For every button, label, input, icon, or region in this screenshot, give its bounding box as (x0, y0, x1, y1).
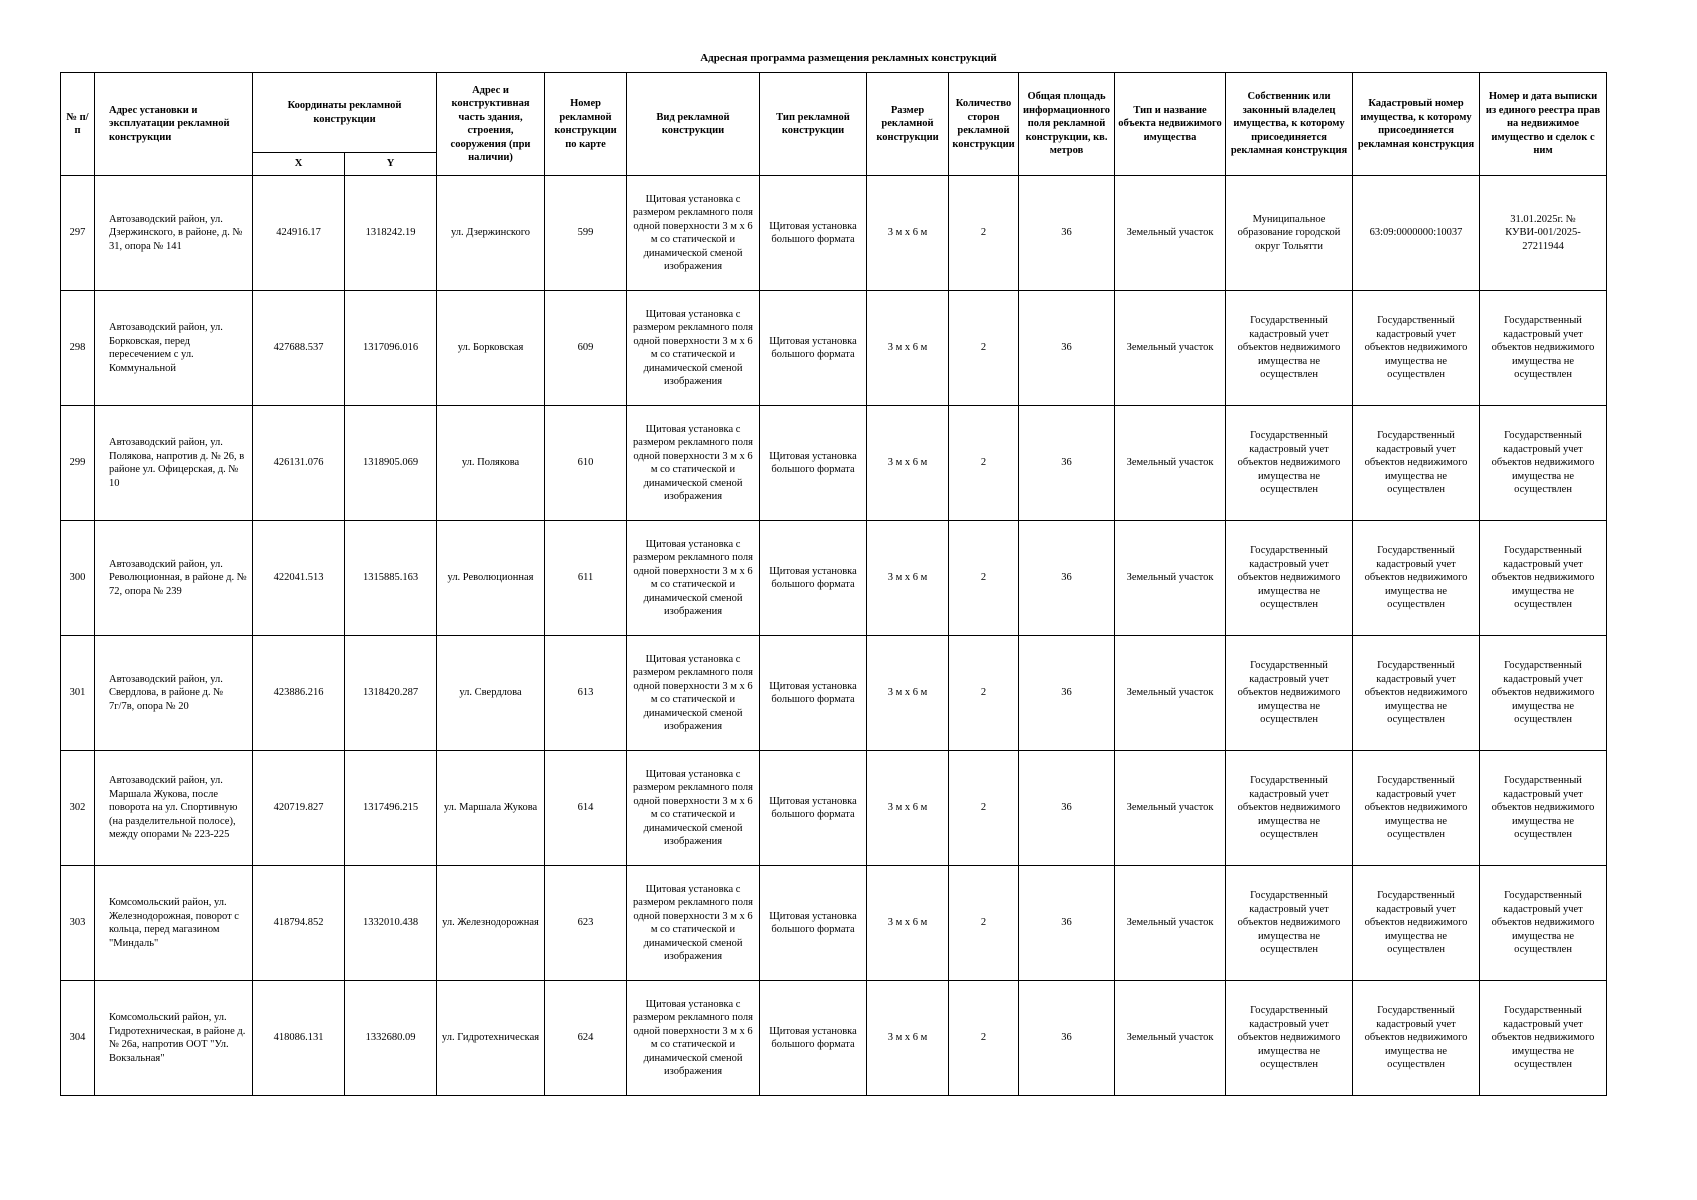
cell-cadastral: 63:09:0000000:10037 (1353, 176, 1480, 291)
cell-num: 302 (61, 751, 95, 866)
header-registry: Номер и дата выписки из единого реестра прав на недвижимое имущество и сделок с ним (1480, 73, 1607, 176)
cell-address: Автозаводский район, ул. Дзержинского, в районе, д. № 31, опора № 141 (95, 176, 253, 291)
cell-size: 3 м х 6 м (867, 981, 949, 1096)
cell-area: 36 (1019, 406, 1115, 521)
cell-map-number: 610 (545, 406, 627, 521)
cell-cadastral: Государственный кадастровый учет объектов недвижимого имущества не осуществлен (1353, 981, 1480, 1096)
cell-num: 304 (61, 981, 95, 1096)
cell-cadastral: Государственный кадастровый учет объектов недвижимого имущества не осуществлен (1353, 866, 1480, 981)
cell-registry: Государственный кадастровый учет объектов недвижимого имущества не осуществлен (1480, 981, 1607, 1096)
advertising-structures-table (60, 72, 1607, 1096)
cell-registry: 31.01.2025г. № КУВИ-001/2025-27211944 (1480, 176, 1607, 291)
cell-kind: Щитовая установка с размером рекламного поля одной поверхности 3 м х 6 м со статической и динамической сменой изображения (627, 406, 760, 521)
cell-area: 36 (1019, 751, 1115, 866)
cell-cadastral: Государственный кадастровый учет объектов недвижимого имущества не осуществлен (1353, 636, 1480, 751)
table-row (61, 751, 1607, 866)
cell-registry: Государственный кадастровый учет объектов недвижимого имущества не осуществлен (1480, 636, 1607, 751)
cell-x: 418086.131 (253, 981, 345, 1096)
cell-registry: Государственный кадастровый учет объектов недвижимого имущества не осуществлен (1480, 291, 1607, 406)
cell-size: 3 м х 6 м (867, 406, 949, 521)
cell-y: 1315885.163 (345, 521, 437, 636)
cell-kind: Щитовая установка с размером рекламного поля одной поверхности 3 м х 6 м со статической и динамической сменой изображения (627, 521, 760, 636)
cell-sides: 2 (949, 291, 1019, 406)
cell-owner: Государственный кадастровый учет объектов недвижимого имущества не осуществлен (1226, 981, 1353, 1096)
header-x: X (253, 153, 345, 176)
cell-type: Щитовая установка большого формата (760, 636, 867, 751)
header-cadastral: Кадастровый номер имущества, к которому присоединяется рекламная конструкция (1353, 73, 1480, 176)
cell-kind: Щитовая установка с размером рекламного поля одной поверхности 3 м х 6 м со статической и динамической сменой изображения (627, 866, 760, 981)
cell-building: ул. Маршала Жукова (437, 751, 545, 866)
cell-type: Щитовая установка большого формата (760, 406, 867, 521)
header-size: Размер рекламной конструкции (867, 73, 949, 176)
cell-area: 36 (1019, 636, 1115, 751)
header-kind: Вид рекламной конструкции (627, 73, 760, 176)
cell-y: 1332010.438 (345, 866, 437, 981)
cell-type: Щитовая установка большого формата (760, 981, 867, 1096)
cell-size: 3 м х 6 м (867, 866, 949, 981)
cell-sides: 2 (949, 866, 1019, 981)
cell-kind: Щитовая установка с размером рекламного поля одной поверхности 3 м х 6 м со статической и динамической сменой изображения (627, 636, 760, 751)
cell-property-type: Земельный участок (1115, 406, 1226, 521)
cell-cadastral: Государственный кадастровый учет объектов недвижимого имущества не осуществлен (1353, 406, 1480, 521)
cell-kind: Щитовая установка с размером рекламного поля одной поверхности 3 м х 6 м со статической и динамической сменой изображения (627, 751, 760, 866)
table-body (61, 176, 1607, 1096)
cell-property-type: Земельный участок (1115, 176, 1226, 291)
cell-address: Автозаводский район, ул. Маршала Жукова, после поворота на ул. Спортивную (на разделительной полосе), между опорами № 223-225 (95, 751, 253, 866)
cell-map-number: 599 (545, 176, 627, 291)
table-row (61, 176, 1607, 291)
cell-area: 36 (1019, 521, 1115, 636)
cell-address: Автозаводский район, ул. Революционная, в районе д. № 72, опора № 239 (95, 521, 253, 636)
cell-num: 297 (61, 176, 95, 291)
cell-type: Щитовая установка большого формата (760, 521, 867, 636)
cell-x: 427688.537 (253, 291, 345, 406)
header-map-number: Номер рекламной конструкции по карте (545, 73, 627, 176)
cell-num: 301 (61, 636, 95, 751)
cell-num: 300 (61, 521, 95, 636)
cell-owner: Государственный кадастровый учет объектов недвижимого имущества не осуществлен (1226, 866, 1353, 981)
header-owner: Собственник или законный владелец имущества, к которому присоединяется рекламная конструкция (1226, 73, 1353, 176)
cell-building: ул. Свердлова (437, 636, 545, 751)
cell-size: 3 м х 6 м (867, 751, 949, 866)
cell-address: Автозаводский район, ул. Полякова, напротив д. № 26, в районе ул. Офицерская, д. № 10 (95, 406, 253, 521)
cell-area: 36 (1019, 176, 1115, 291)
cell-sides: 2 (949, 176, 1019, 291)
cell-owner: Государственный кадастровый учет объектов недвижимого имущества не осуществлен (1226, 636, 1353, 751)
cell-type: Щитовая установка большого формата (760, 291, 867, 406)
table-row (61, 406, 1607, 521)
cell-address: Комсомольский район, ул. Железнодорожная, поворот с кольца, перед магазином "Миндаль" (95, 866, 253, 981)
cell-x: 426131.076 (253, 406, 345, 521)
cell-x: 418794.852 (253, 866, 345, 981)
cell-type: Щитовая установка большого формата (760, 751, 867, 866)
cell-owner: Государственный кадастровый учет объектов недвижимого имущества не осуществлен (1226, 291, 1353, 406)
cell-y: 1318420.287 (345, 636, 437, 751)
cell-x: 424916.17 (253, 176, 345, 291)
cell-kind: Щитовая установка с размером рекламного поля одной поверхности 3 м х 6 м со статической и динамической сменой изображения (627, 176, 760, 291)
header-type: Тип рекламной конструкции (760, 73, 867, 176)
cell-sides: 2 (949, 751, 1019, 866)
cell-building: ул. Полякова (437, 406, 545, 521)
header-y: Y (345, 153, 437, 176)
cell-kind: Щитовая установка с размером рекламного поля одной поверхности 3 м х 6 м со статической и динамической сменой изображения (627, 291, 760, 406)
cell-owner: Государственный кадастровый учет объектов недвижимого имущества не осуществлен (1226, 751, 1353, 866)
cell-area: 36 (1019, 981, 1115, 1096)
cell-y: 1318242.19 (345, 176, 437, 291)
cell-property-type: Земельный участок (1115, 981, 1226, 1096)
cell-map-number: 623 (545, 866, 627, 981)
header-address: Адрес установки и эксплуатации рекламной конструкции (95, 73, 253, 176)
cell-x: 422041.513 (253, 521, 345, 636)
cell-num: 303 (61, 866, 95, 981)
cell-size: 3 м х 6 м (867, 521, 949, 636)
cell-building: ул. Дзержинского (437, 176, 545, 291)
cell-type: Щитовая установка большого формата (760, 866, 867, 981)
cell-property-type: Земельный участок (1115, 751, 1226, 866)
cell-registry: Государственный кадастровый учет объектов недвижимого имущества не осуществлен (1480, 406, 1607, 521)
cell-cadastral: Государственный кадастровый учет объектов недвижимого имущества не осуществлен (1353, 291, 1480, 406)
cell-address: Автозаводский район, ул. Свердлова, в районе д. № 7г/7в, опора № 20 (95, 636, 253, 751)
table-row (61, 636, 1607, 751)
table-header (61, 73, 1607, 176)
cell-area: 36 (1019, 291, 1115, 406)
cell-building: ул. Железнодорожная (437, 866, 545, 981)
cell-sides: 2 (949, 636, 1019, 751)
cell-map-number: 611 (545, 521, 627, 636)
cell-map-number: 624 (545, 981, 627, 1096)
cell-sides: 2 (949, 406, 1019, 521)
cell-y: 1318905.069 (345, 406, 437, 521)
cell-kind: Щитовая установка с размером рекламного поля одной поверхности 3 м х 6 м со статической и динамической сменой изображения (627, 981, 760, 1096)
cell-cadastral: Государственный кадастровый учет объектов недвижимого имущества не осуществлен (1353, 521, 1480, 636)
cell-property-type: Земельный участок (1115, 866, 1226, 981)
cell-y: 1317096.016 (345, 291, 437, 406)
cell-num: 299 (61, 406, 95, 521)
table-row (61, 291, 1607, 406)
cell-registry: Государственный кадастровый учет объектов недвижимого имущества не осуществлен (1480, 751, 1607, 866)
cell-owner: Государственный кадастровый учет объектов недвижимого имущества не осуществлен (1226, 406, 1353, 521)
table-row (61, 521, 1607, 636)
cell-property-type: Земельный участок (1115, 291, 1226, 406)
cell-x: 420719.827 (253, 751, 345, 866)
cell-property-type: Земельный участок (1115, 636, 1226, 751)
document-title: Адресная программа размещения рекламных конструкций (700, 52, 997, 64)
cell-owner: Государственный кадастровый учет объектов недвижимого имущества не осуществлен (1226, 521, 1353, 636)
cell-num: 298 (61, 291, 95, 406)
cell-address: Автозаводский район, ул. Борковская, перед пересечением с ул. Коммунальной (95, 291, 253, 406)
header-property-type: Тип и название объекта недвижимого имущества (1115, 73, 1226, 176)
cell-map-number: 613 (545, 636, 627, 751)
cell-cadastral: Государственный кадастровый учет объектов недвижимого имущества не осуществлен (1353, 751, 1480, 866)
cell-area: 36 (1019, 866, 1115, 981)
header-area: Общая площадь информационного поля рекламной конструкции, кв. метров (1019, 73, 1115, 176)
cell-y: 1317496.215 (345, 751, 437, 866)
cell-owner: Муниципальное образование городской округ Тольятти (1226, 176, 1353, 291)
cell-sides: 2 (949, 981, 1019, 1096)
cell-sides: 2 (949, 521, 1019, 636)
header-building: Адрес и конструктивная часть здания, строения, сооружения (при наличии) (437, 73, 545, 176)
cell-address: Комсомольский район, ул. Гидротехническая, в районе д. № 26а, напротив ООТ "Ул. Вокзальная" (95, 981, 253, 1096)
header-coords: Координаты рекламной конструкции (253, 73, 437, 153)
cell-building: ул. Революционная (437, 521, 545, 636)
cell-registry: Государственный кадастровый учет объектов недвижимого имущества не осуществлен (1480, 521, 1607, 636)
cell-y: 1332680.09 (345, 981, 437, 1096)
cell-size: 3 м х 6 м (867, 176, 949, 291)
cell-map-number: 609 (545, 291, 627, 406)
cell-type: Щитовая установка большого формата (760, 176, 867, 291)
table-row (61, 866, 1607, 981)
header-sides: Количество сторон рекламной конструкции (949, 73, 1019, 176)
cell-x: 423886.216 (253, 636, 345, 751)
cell-building: ул. Гидротехническая (437, 981, 545, 1096)
cell-map-number: 614 (545, 751, 627, 866)
cell-size: 3 м х 6 м (867, 291, 949, 406)
cell-size: 3 м х 6 м (867, 636, 949, 751)
header-num: № п/п (61, 73, 95, 176)
cell-registry: Государственный кадастровый учет объектов недвижимого имущества не осуществлен (1480, 866, 1607, 981)
cell-building: ул. Борковская (437, 291, 545, 406)
table-row (61, 981, 1607, 1096)
cell-property-type: Земельный участок (1115, 521, 1226, 636)
